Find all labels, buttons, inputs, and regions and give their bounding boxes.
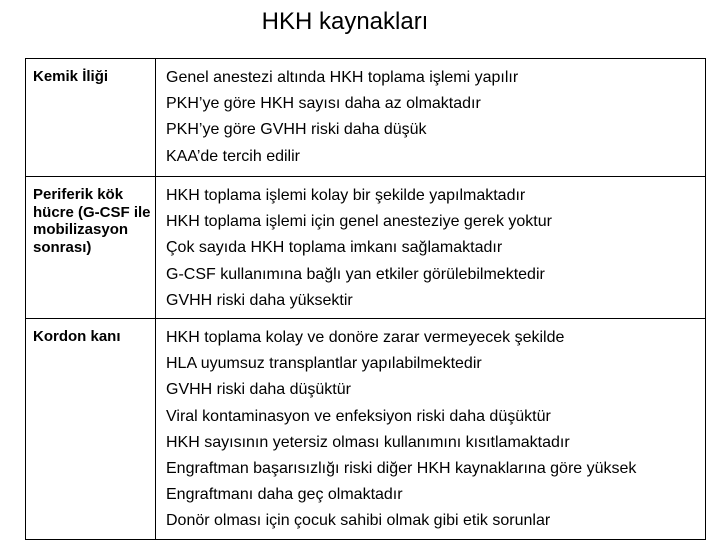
table-row-peripheral-stem-cell <box>26 177 706 319</box>
list-item: PKH’ye göre HKH sayısı daha az olmaktadır <box>166 95 481 113</box>
source-name-bone-marrow: Kemik İliği <box>26 59 156 177</box>
list-item: Viral kontaminasyon ve enfeksiyon riski daha düşüktür <box>166 407 551 425</box>
table-row-bone-marrow <box>26 59 706 177</box>
source-name-peripheral-stem-cell: Periferik kök hücre (G-CSF ile mobilizasyon sonrası) <box>26 177 156 319</box>
list-item: HKH sayısının yetersiz olması kullanımını kısıtlamaktadır <box>166 433 570 451</box>
list-item: Donör olması için çocuk sahibi olmak gibi etik sorunlar <box>166 512 551 530</box>
list-item: Engraftmanı daha geç olmaktadır <box>166 486 403 504</box>
list-item: PKH’ye göre GVHH riski daha düşük <box>166 121 427 139</box>
source-name-cord-blood: Kordon kanı <box>26 319 156 540</box>
list-item: KAA’de tercih edilir <box>166 147 300 165</box>
source-points-cord-blood <box>156 319 706 540</box>
list-item: Engraftman başarısızlığı riski diğer HKH kaynaklarına göre yüksek <box>166 460 637 478</box>
source-points-bone-marrow <box>156 59 706 177</box>
list-item: Genel anestezi altında HKH toplama işlemi yapılır <box>166 69 519 86</box>
list-item: HKH toplama kolay ve donöre zarar vermeyecek şekilde <box>166 329 565 347</box>
list-item: HLA uyumsuz transplantlar yapılabilmektedir <box>166 355 482 373</box>
list-item: G-CSF kullanımına bağlı yan etkiler görülebilmektedir <box>166 265 545 283</box>
list-item: GVHH riski daha yüksektir <box>166 291 353 309</box>
list-item: Çok sayıda HKH toplama imkanı sağlamaktadır <box>166 239 503 257</box>
list-item: HKH toplama işlemi kolay bir şekilde yapılmaktadır <box>166 187 526 204</box>
source-points-peripheral-stem-cell <box>156 177 706 319</box>
stem-cell-sources-table <box>25 58 706 540</box>
table-row-cord-blood <box>26 319 706 540</box>
page-title: HKH kaynakları <box>261 8 429 35</box>
list-item: GVHH riski daha düşüktür <box>166 381 351 399</box>
list-item: HKH toplama işlemi için genel anesteziye gerek yoktur <box>166 213 552 231</box>
